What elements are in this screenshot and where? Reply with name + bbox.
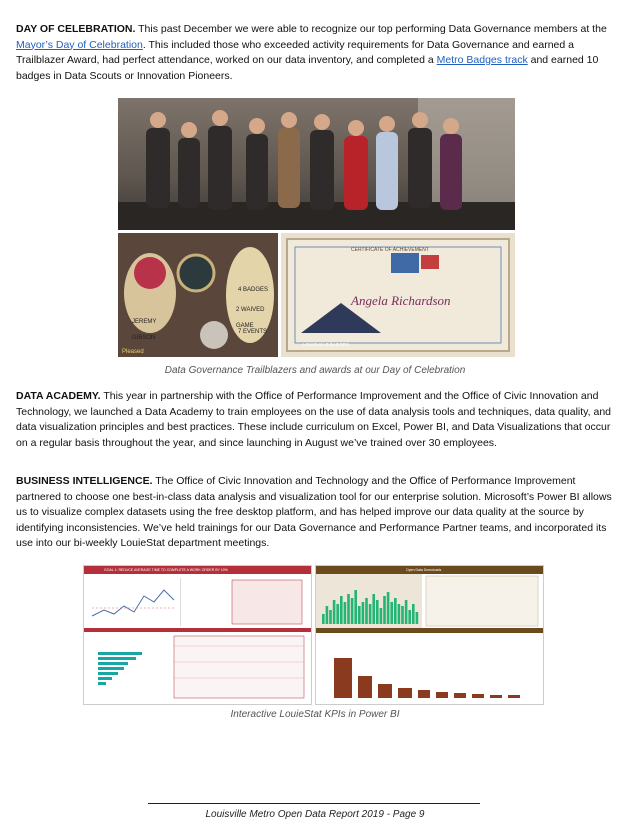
thumbnail-bar xyxy=(387,592,390,624)
certificate-title: CERTIFICATE OF ACHIEVEMENT xyxy=(351,247,429,253)
certificate-photo xyxy=(281,233,515,357)
thumbnail-bar xyxy=(322,614,325,624)
thumbnail-bar xyxy=(383,596,386,624)
thumbnail-bar xyxy=(358,606,361,624)
thumbnail-bar xyxy=(408,610,411,624)
footer-divider xyxy=(148,803,480,804)
celebration-heading: DAY OF CELEBRATION. xyxy=(16,23,136,35)
celebration-paragraph xyxy=(16,22,616,84)
figure2-caption: Interactive LouieStat KPIs in Power BI xyxy=(230,709,400,720)
page-footer: Louisville Metro Open Data Report 2019 - Page 9 xyxy=(205,809,425,820)
thumbnail-bar xyxy=(405,600,408,624)
academy-paragraph xyxy=(16,389,616,451)
academy-text: This year in partnership with the Office of Performance Improvement and the Office of Civic Innovation and Technology, we launched a Data Academy to train employees on the use of data analysis tools and techniques, data quality, and data visualization principles and best practices. These include curriculum on Excel, Power BI, and Data Visualizations that occur on a regular basis throughout the year, and since launching in August we’ve trained over 30 employees. xyxy=(16,390,611,449)
thumbnail-bar xyxy=(369,604,372,624)
thumbnail-bar xyxy=(351,598,354,624)
thumbnail-bar xyxy=(376,600,379,624)
badge-text-events: 7 EVENTS xyxy=(238,329,268,335)
thumbnail-bar xyxy=(401,606,404,624)
group-photo-figures xyxy=(118,98,515,230)
thumbnail-bar xyxy=(412,604,415,624)
mayors-day-link[interactable]: Mayor’s Day of Celebration xyxy=(16,38,143,51)
thumbnail-bar xyxy=(394,598,397,624)
powerbi-dashboard-left xyxy=(83,565,312,705)
thumbnail-bar xyxy=(372,594,375,624)
thumbnail-bar xyxy=(344,602,347,624)
tag-word: Pleased xyxy=(122,349,144,355)
right-dashboard-charts xyxy=(316,566,543,704)
group-photo xyxy=(118,98,515,230)
certificate-name: Angela Richardson xyxy=(351,293,451,308)
thumbnail-bar xyxy=(340,596,343,624)
figure1-caption: Data Governance Trailblazers and awards at our Day of Celebration xyxy=(164,365,466,376)
right-dashboard-title: Open Data Downloads xyxy=(406,568,442,572)
powerbi-dashboard-right xyxy=(315,565,544,705)
celebration-text-3: and earned 10 badges in Data Scouts or Innovation Pioneers. xyxy=(16,54,599,82)
thumbnail-bar xyxy=(398,604,401,624)
thumbnail-bar xyxy=(354,590,357,624)
name-tag-text: JEREMY GIBSON xyxy=(132,319,157,341)
thumbnail-bar xyxy=(362,602,365,624)
left-dashboard-chart xyxy=(84,566,311,704)
bi-paragraph xyxy=(16,474,616,552)
thumbnail-bar xyxy=(390,602,393,624)
thumbnail-bar xyxy=(380,608,383,624)
academy-heading: DATA ACADEMY. xyxy=(16,390,101,402)
badge-text-badges: 4 BADGES xyxy=(238,287,269,293)
thumbnail-bar xyxy=(326,606,329,624)
thumbnail-bar xyxy=(329,610,332,624)
left-dashboard-title: GOAL 1: REDUCE AVERAGE TIME TO COMPLETE A WORK ORDER BY 10% xyxy=(104,568,228,572)
certificate-badge-text: LOUISVILLE BADGES xyxy=(303,342,349,347)
thumbnail-bar xyxy=(333,600,336,624)
bi-heading: BUSINESS INTELLIGENCE. xyxy=(16,475,153,487)
thumbnail-bar xyxy=(347,594,350,624)
thumbnail-bar xyxy=(416,612,419,624)
celebration-text-1: This past December we were able to recognize our top performing Data Governance members at the xyxy=(135,23,607,35)
metro-badges-link[interactable]: Metro Badges track xyxy=(436,54,528,66)
celebration-text-2: . This included those who exceeded activity requirements for Data Governance and earned a Trailblazer Award, had perfect attendance, worked on our data inventory, and completed a xyxy=(16,38,574,66)
bi-text: The Office of Civic Innovation and Technology and the Office of Performance Improvement partnered to choose one best-in-class data analysis and visualization tool for our enterprise solution. Microsoft’s Power BI allows us to visualize complex datasets using the free desktop platform, and has helped improve our data quality at the source by identifying inconsistencies. We’ve held trainings for our Data Governance and Performance Partner teams, and incorporated its use into our bi-weekly LouieStat department meetings. xyxy=(16,475,612,549)
thumbnail-bar xyxy=(365,598,368,624)
badge-tags-photo xyxy=(118,233,278,357)
badge-text-waived: 2 WAIVED GAME xyxy=(236,307,265,329)
thumbnail-bar xyxy=(336,604,339,624)
